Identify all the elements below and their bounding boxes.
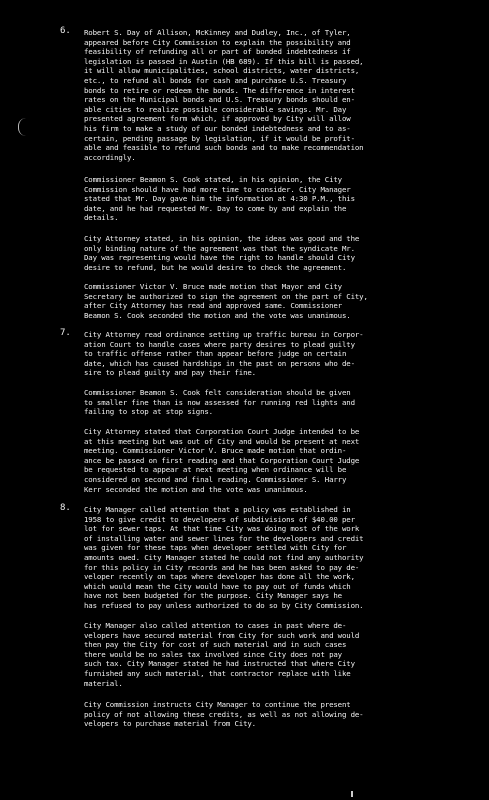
item-8-paragraph-2: City Manager also called attention to cases in past where de- velopers have secured material from City for such work and would then pay the City for cost of such material and in such cases there would be no sales tax involved since City does not pay such tax. City Manager stated he had instructed that where City furnished any such material, that contractor replace with like material. bbox=[84, 621, 360, 688]
item-6-paragraph-3: City Attorney stated, in his opinion, the ideas was good and the only binding nature of the agreement was that the syndicate Mr. Day was representing would have the right to handle should City desire to refund, but he would desire to check the agreement. bbox=[84, 234, 360, 272]
item-number: 6. bbox=[60, 26, 71, 36]
item-6-paragraph-4: Commissioner Victor V. Bruce made motion that Mayor and City Secretary be authorized to sign the agreement on the part of City, after City Attorney has read and approved same. Commissioner Beamon S. Cook seconded the motion and the vote was unanimous. bbox=[84, 282, 368, 320]
item-number: 7. bbox=[60, 328, 71, 338]
item-7-paragraph-1: City Attorney read ordinance setting up traffic bureau in Corpor- ation Court to handle cases where party desires to plead guilty to traffic offense rather than appear before judge on certain date, which has caused hardships in the past on persons who de- sire to plead guilty and pay their fine. bbox=[84, 330, 364, 378]
item-7-paragraph-3: City Attorney stated that Corporation Court Judge intended to be at this meeting but was out of City and would be present at next meeting. Commissioner Victor V. Bruce made motion that ordin- ance be passed on first reading and that Corporation Court Judge be requested to appear at next meeting when ordinance will be considered on second and final reading. Commissioner S. Harry Kerr seconded the motion and the vote was unanimous. bbox=[84, 427, 360, 494]
margin-pen-mark bbox=[18, 118, 33, 136]
page-bottom-mark bbox=[351, 791, 353, 797]
item-6-paragraph-1: Robert S. Day of Allison, McKinney and Dudley, Inc., of Tyler, appeared before City Commission to explain the possibility and feasibility of refunding all or part of bonded indebtedness if legislation is passed in Austin (HB 689). If this bill is passed, it will allow municipalities, school districts, water districts, etc., to refund all bonds for cash and purchase U.S. Treasury bonds to retire or redeem the bonds. The difference in interest rates on the Municipal bonds and U.S. Treasury bonds should en- able cities to realize possible considerable savings. Mr. Day presented agreement form which, if approved by City will allow his firm to make a study of our bonded indebtedness and to as- certain, pending passage by legislation, if it would be profit- able and feasible to refund such bonds and to make recommendation accordingly. bbox=[84, 28, 364, 162]
item-number: 8. bbox=[60, 503, 71, 513]
item-6-paragraph-2: Commissioner Beamon S. Cook stated, in his opinion, the City Commission should have had more time to consider. City Manager stated that Mr. Day gave him the information at 4:30 P.M., this date, and he had requested Mr. Day to come by and explain the details. bbox=[84, 175, 355, 223]
item-8-paragraph-1: City Manager called attention that a policy was established in 1958 to give credit to developers of subdivisions of $40.00 per lot for sewer taps. At that time City was doing most of the work of installing water and sewer lines for the developers and credit was given for these taps when developer settled with City for amounts owed. City Manager stated he could not find any authority for this policy in City records and he has been asked to pay de- veloper recently on taps where developer has done all the work, which would mean the City would have to pay out of funds which have not been budgeted for the purpose. City Manager says he has refused to pay unless authorized to do so by City Commission. bbox=[84, 505, 364, 610]
item-7-paragraph-2: Commissioner Beamon S. Cook felt consideration should be given to smaller fine than is now assessed for running red lights and failing to stop at stop signs. bbox=[84, 388, 355, 417]
item-8-paragraph-3: City Commission instructs City Manager to continue the present policy of not allowing these credits, as well as not allowing de- velopers to purchase material from City. bbox=[84, 700, 364, 729]
